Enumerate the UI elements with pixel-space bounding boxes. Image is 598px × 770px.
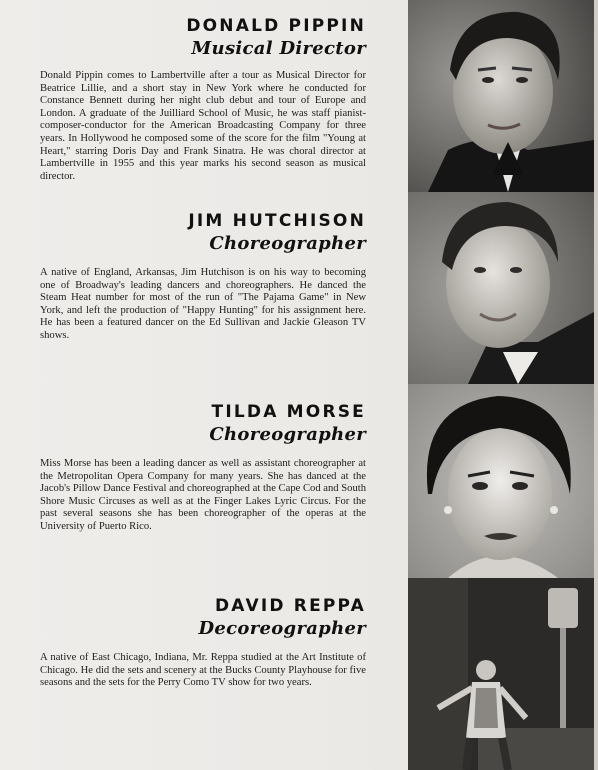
photo-column <box>408 0 594 770</box>
person-name: TILDA MORSE <box>211 402 366 422</box>
bio-david-reppa <box>40 596 366 690</box>
person-role: Decoreographer <box>198 618 366 639</box>
person-name: DONALD PIPPIN <box>186 16 366 36</box>
bio-text: A native of England, Arkansas, Jim Hutchison is on his way to becoming one of Broadway's leading dancers and choreographers. He danced the Steam Heat number for most of the run of "The Pajama Game" in New York, and left the production of "Happy Hunting" for his assignment here. He has been a featured dancer on the Ed Sullivan and Jackie Gleason TV shows. <box>40 267 366 341</box>
photo-david-reppa-on-set <box>408 578 594 770</box>
bio-donald-pippin <box>40 16 366 183</box>
page-edge <box>594 0 598 770</box>
portrait-photo-jim-hutchison <box>408 192 594 384</box>
person-name: JIM HUTCHISON <box>188 211 366 231</box>
bio-text: Donald Pippin comes to Lambertville after a tour as Musical Director for Beatrice Lillie, and a short stay in New York where he conducted for Constance Bennett during her night club debut and tour of Europe and London. A graduate of the Juilliard School of Music, he was staff pianist-composer-conductor for the American Broadcasting Company for three years. In Hollywood he composed some of the score for the film "Young at Heart," starring Doris Day and Frank Sinatra. He was choral director at Lambertville in 1955 and this year marks his second season as musical director. <box>40 70 366 182</box>
person-role: Choreographer <box>209 424 366 445</box>
bio-text: Miss Morse has been a leading dancer as well as assistant choreographer at the Metropolitan Opera Company for many years. She has danced at the Jacob's Pillow Dance Festival and choreographed at the Cape Cod and South Shore Music Circuses as well as at the Finger Lakes Lyric Circus. For the past several seasons she has been choreographer of the operas at the University of Puerto Rico. <box>40 458 366 532</box>
portrait-photo-donald-pippin <box>408 0 594 192</box>
bio-text: A native of East Chicago, Indiana, Mr. Reppa studied at the Art Institute of Chicago. He did the sets and scenery at the Bucks County Playhouse for five seasons and the sets for the Perry Como TV show for two years. <box>40 652 366 689</box>
bio-jim-hutchison <box>40 211 366 343</box>
person-role: Choreographer <box>209 233 366 254</box>
person-role: Musical Director <box>191 38 366 59</box>
person-name: DAVID REPPA <box>214 596 366 616</box>
portrait-photo-tilda-morse <box>408 384 594 578</box>
bio-tilda-morse <box>40 402 366 534</box>
